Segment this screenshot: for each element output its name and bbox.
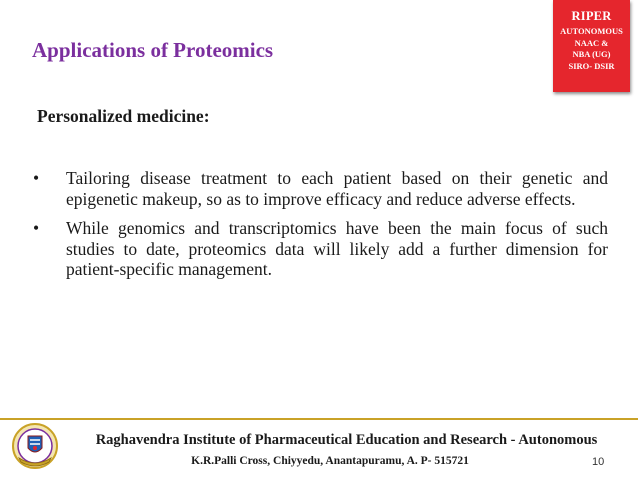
badge-title: RIPER <box>571 9 612 23</box>
page-number: 10 <box>592 456 605 468</box>
footer-institution: Raghavendra Institute of Pharmaceutical Education and Research - Autonomous <box>95 432 598 448</box>
bullet-item <box>33 168 608 209</box>
footer-divider <box>0 418 638 420</box>
badge-line: AUTONOMOUS <box>560 26 623 36</box>
bullet-marker: • <box>33 168 40 188</box>
bullet-text: While genomics and transcriptomics have been the main focus of such studies to date, proteomics data will likely add a further dimension for patient-specific management. <box>66 218 608 279</box>
section-heading: Personalized medicine: <box>37 106 210 126</box>
bullet-item <box>33 218 608 280</box>
badge-line: NBA (UG) <box>572 49 611 59</box>
bullet-list <box>33 168 608 289</box>
bullet-text: Tailoring disease treatment to each patient based on their genetic and epigenetic makeup, so as to improve efficacy and reduce adverse effects. <box>66 168 608 209</box>
badge-line: SIRO- DSIR <box>568 60 615 71</box>
footer-address: K.R.Palli Cross, Chiyyedu, Anantapuramu, A. P- 515721 <box>191 455 469 467</box>
accreditation-badge <box>553 0 630 92</box>
slide-title: Applications of Proteomics <box>32 38 274 62</box>
badge-line: NAAC & <box>574 37 609 48</box>
bullet-marker: • <box>33 218 40 238</box>
college-crest-logo-icon <box>11 422 59 470</box>
